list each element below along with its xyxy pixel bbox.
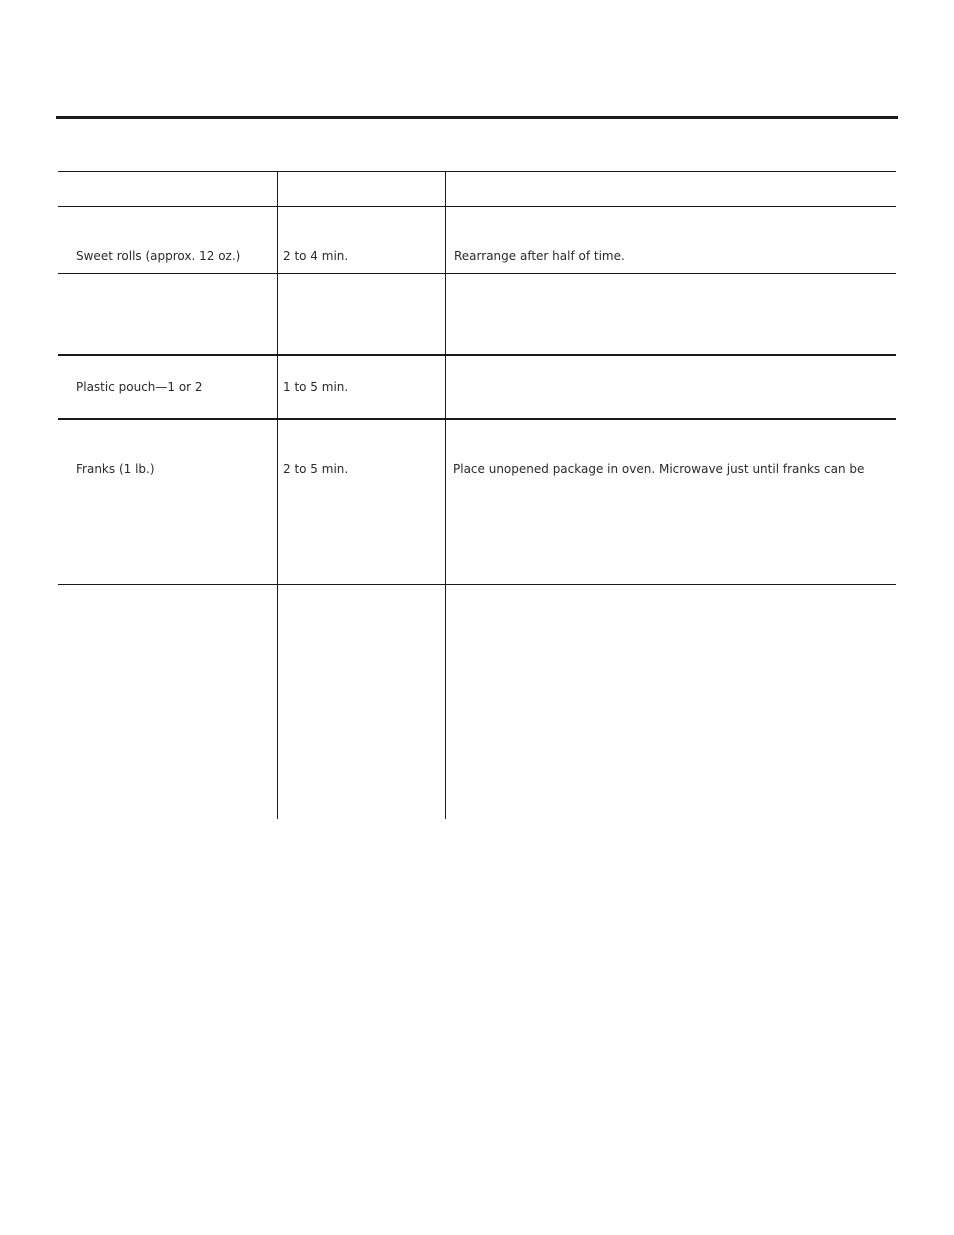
row-divider [58,273,896,274]
section-divider [58,354,896,356]
section-divider [58,418,896,420]
table-cell-time: 2 to 5 min. [283,462,349,476]
table-cell-time: 1 to 5 min. [283,380,349,394]
defrost-table [58,171,896,819]
table-top-border [58,171,896,172]
top-rule [56,116,898,119]
table-cell-food: Plastic pouch—1 or 2 [76,380,203,394]
table-cell-food: Sweet rolls (approx. 12 oz.) [76,249,241,263]
column-divider-1 [277,171,278,819]
table-cell-time: 2 to 4 min. [283,249,349,263]
row-divider [58,584,896,585]
table-cell-comments: Place unopened package in oven. Microwave just until franks can be [453,462,865,476]
header-row-divider [58,206,896,207]
table-cell-comments: Rearrange after half of time. [454,249,625,263]
column-divider-2 [445,171,446,819]
table-cell-food: Franks (1 lb.) [76,462,155,476]
